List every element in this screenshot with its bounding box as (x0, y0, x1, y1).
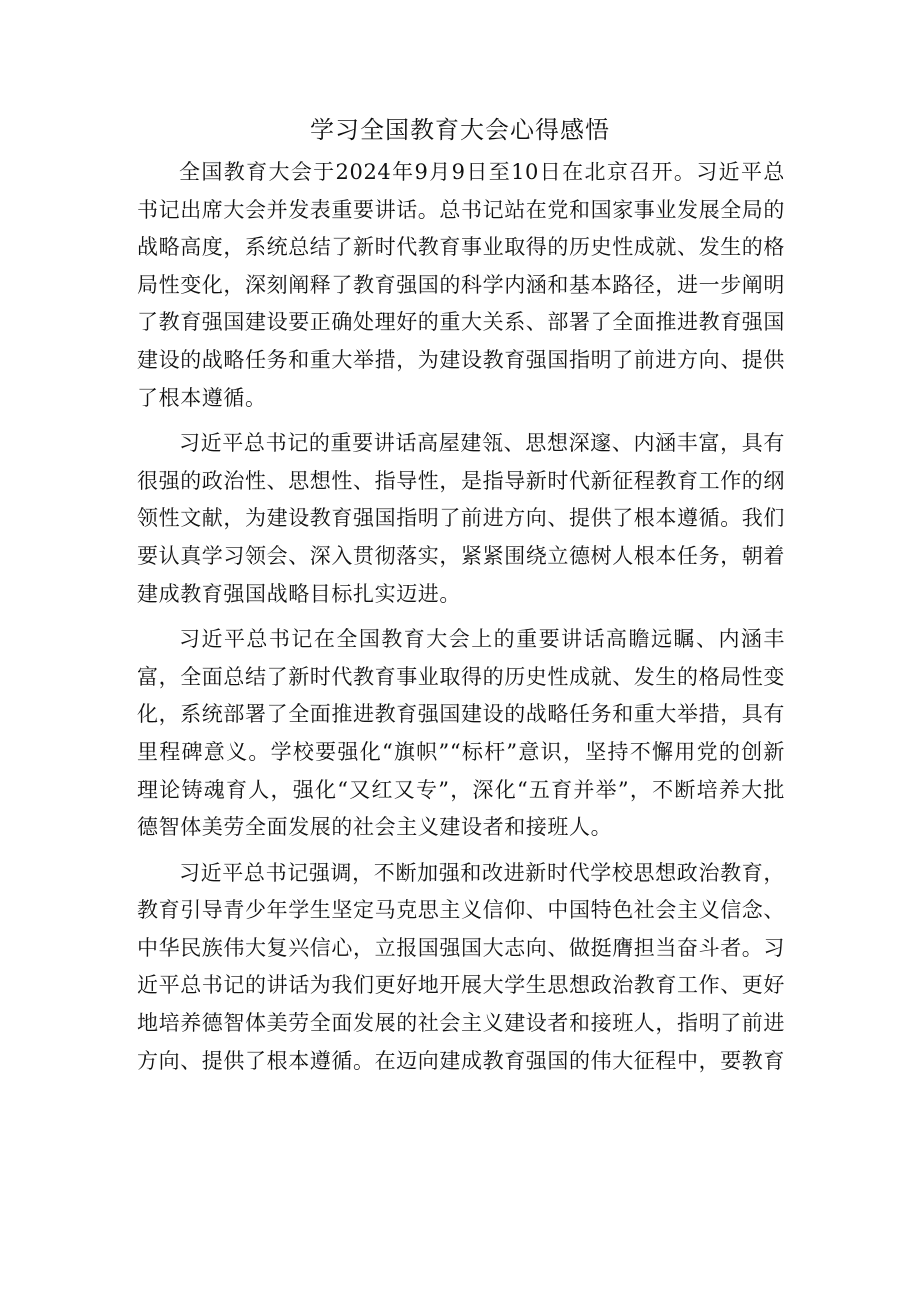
paragraph-1: 全国教育大会于2024年9月9日至10日在北京召开。习近平总书记出席大会并发表重要讲话。总书记站在党和国家事业发展全局的战略高度，系统总结了新时代教育事业取得的历史性成就、发生的格局性变化，深刻阐释了教育强国的科学内涵和基本路径，进一步阐明了教育强国建设要正确处理好的重大关系、部署了全面推进教育强国建设的战略任务和重大举措，为建设教育强国指明了前进方向、提供了根本遵循。 (137, 160, 785, 410)
paragraph-3: 习近平总书记在全国教育大会上的重要讲话高瞻远瞩、内涵丰富，全面总结了新时代教育事业取得的历史性成就、发生的格局性变化，系统部署了全面推进教育强国建设的战略任务和重大举措，具有里程碑意义。学校要强化“旗帜”“标杆”意识，坚持不懈用党的创新理论铸魂育人，强化“又红又专”，深化“五育并举”，不断培养大批德智体美劳全面发展的社会主义建设者和接班人。 (137, 627, 785, 840)
paragraph-2: 习近平总书记的重要讲话高屋建瓴、思想深邃、内涵丰富，具有很强的政治性、思想性、指导性，是指导新时代新征程教育工作的纲领性文献，为建设教育强国指明了前进方向、提供了根本遵循。我们要认真学习领会、深入贯彻落实，紧紧围绕立德树人根本任务，朝着建成教育强国战略目标扎实迈进。 (137, 431, 785, 606)
document-body (137, 154, 785, 1088)
document-title: 学习全国教育大会心得感悟 (310, 116, 610, 144)
paragraph-4: 习近平总书记强调，不断加强和改进新时代学校思想政治教育，教育引导青少年学生坚定马克思主义信仰、中国特色社会主义信念、中华民族伟大复兴信心，立报国强国大志向、做挺膺担当奋斗者。习近平总书记的讲话为我们更好地开展大学生思想政治教育工作、更好地培养德智体美劳全面发展的社会主义建设者和接班人，指明了前进方向、提供了根本遵循。在迈向建成教育强国的伟大征程中，要教育 (137, 860, 785, 1073)
